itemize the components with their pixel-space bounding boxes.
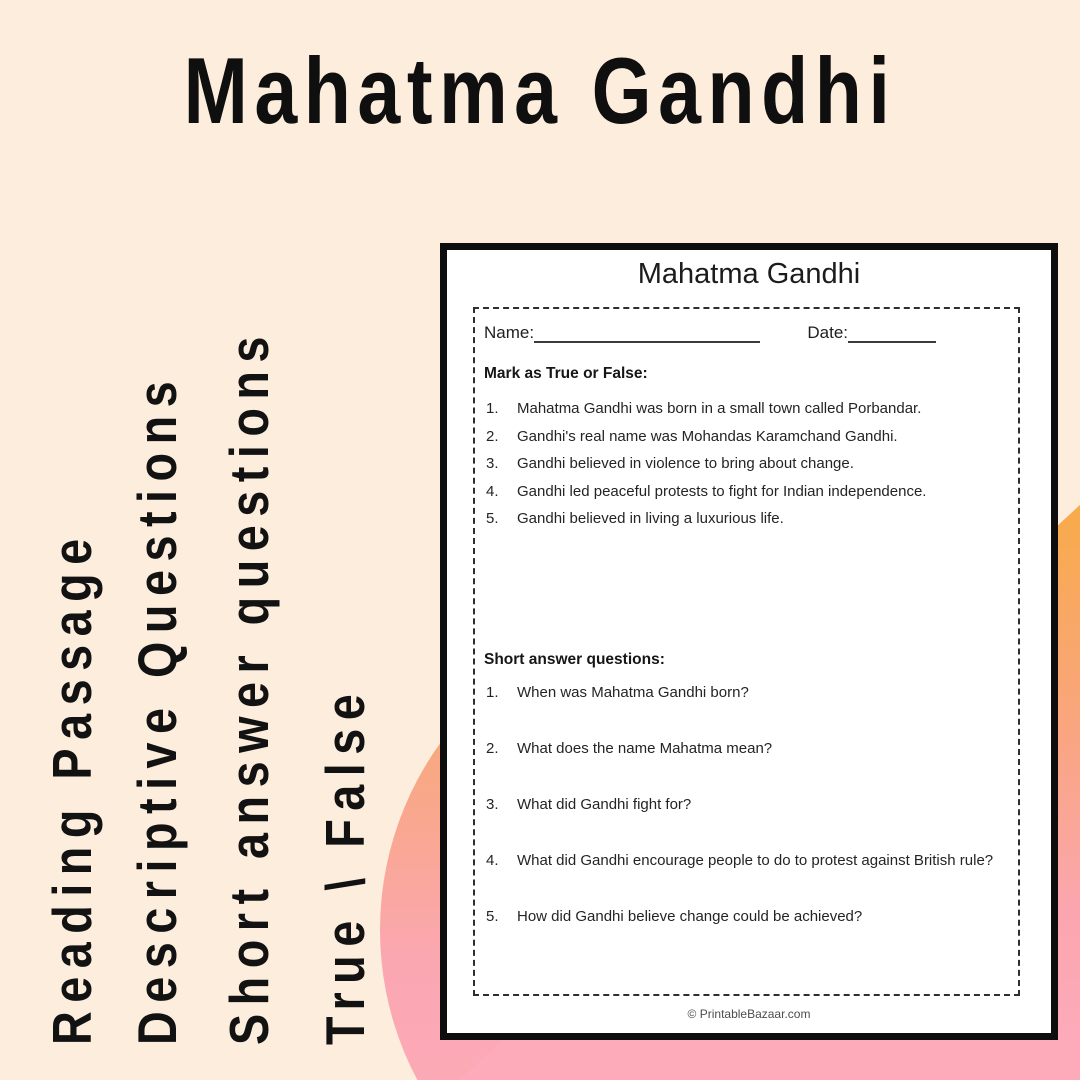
- question-text: What does the name Mahatma mean?: [517, 740, 773, 757]
- question-text: What did Gandhi encourage people to do to protest against British rule?: [517, 852, 994, 869]
- short-answer-question-list: [484, 683, 1006, 927]
- name-blank-line[interactable]: [534, 326, 760, 343]
- question-number: 4.: [486, 852, 499, 869]
- short-answer-question: [484, 683, 1006, 703]
- question-number: 5.: [486, 908, 499, 925]
- worksheet-page: [440, 243, 1058, 1040]
- name-label: Name:: [484, 323, 535, 342]
- short-answer-question: [484, 739, 1006, 759]
- true-false-question: [484, 454, 1006, 474]
- side-label-short-answer-questions: Short answer questions: [218, 328, 280, 1045]
- side-label-reading-passage: Reading Passage: [41, 530, 103, 1045]
- question-number: 3.: [486, 455, 499, 472]
- short-answer-question: [484, 795, 1006, 815]
- question-number: 1.: [486, 400, 499, 417]
- question-number: 4.: [486, 482, 499, 500]
- short-answer-question: [484, 851, 1006, 871]
- true-false-question: [484, 509, 1006, 529]
- worksheet-title: Mahatma Gandhi: [637, 258, 861, 290]
- question-text: How did Gandhi believe change could be achieved?: [517, 908, 863, 925]
- question-text: What did Gandhi fight for?: [517, 796, 692, 813]
- page-title: Mahatma Gandhi: [183, 38, 897, 143]
- side-label-true-false: True \ False: [314, 685, 376, 1045]
- true-false-question: [484, 482, 1006, 502]
- worksheet-dashed-border-box: [473, 307, 1020, 996]
- question-number: 2.: [486, 427, 499, 445]
- true-false-question: [484, 427, 1006, 447]
- date-label: Date:: [807, 323, 848, 342]
- question-text: Gandhi's real name was Mohandas Karamchand Gandhi.: [517, 427, 898, 445]
- question-text: Mahatma Gandhi was born in a small town called Porbandar.: [517, 400, 922, 417]
- question-text: When was Mahatma Gandhi born?: [517, 684, 749, 701]
- true-false-question-list: [484, 399, 1006, 529]
- copyright-footer: © PrintableBazaar.com: [687, 1007, 811, 1021]
- question-number: 5.: [486, 510, 499, 527]
- side-label-descriptive-questions: Descriptive Questions: [126, 372, 188, 1045]
- true-false-question: [484, 399, 1006, 419]
- question-number: 1.: [486, 684, 499, 701]
- question-text: Gandhi led peaceful protests to fight for Indian independence.: [517, 482, 927, 500]
- question-text: Gandhi believed in violence to bring about change.: [517, 455, 854, 472]
- name-date-row: [484, 323, 1006, 343]
- true-false-section-heading: Mark as True or False:: [484, 365, 648, 382]
- short-answer-question: [484, 907, 1006, 927]
- date-blank-line[interactable]: [848, 326, 936, 343]
- question-number: 2.: [486, 740, 499, 757]
- short-answer-section-heading: Short answer questions:: [484, 651, 665, 668]
- question-number: 3.: [486, 796, 499, 813]
- question-text: Gandhi believed in living a luxurious life.: [517, 510, 784, 527]
